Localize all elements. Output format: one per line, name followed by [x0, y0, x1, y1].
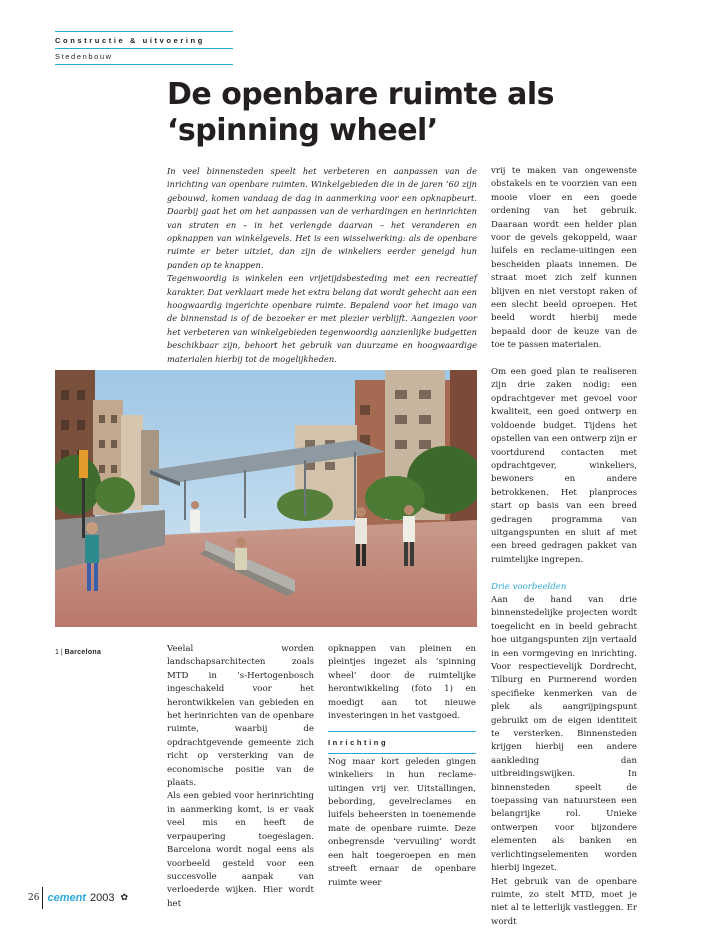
caption-number: 1 |	[55, 649, 63, 656]
caption-place: Barcelona	[64, 649, 102, 656]
col3-paragraph-1: vrij te maken van ongewenste obstakels en te voorzien van een mooie vloer en een goede ordening van het gebruik. Daaraan wordt een helder plan voor de gevels gekoppeld, waar luifels en reclame-uitingen een bescheiden plaats innemen. De straat moet zich zelf kunnen blijven en niet verstopt raken of een slecht beeld oproepen. Het beeld wordt hierbij mede bepaald door de keuze van de toe te passen materialen.	[491, 166, 637, 351]
title-line-1: De openbare ruimte als	[167, 77, 554, 112]
page-footer	[28, 889, 128, 907]
cement-logo-icon: ✿	[120, 893, 129, 903]
col3-paragraph-3: Aan de hand van drie binnenstedelijke projecten wordt toegelicht en in beeld gebracht hoe uitgangspunten zijn vertaald in een vormgeving en inrichting. Voor respectievelijk Dordrecht, Tilburg en Purmerend worden specifieke kenmerken van de plek als aangrijpingspunt gebruikt om de eigen identiteit te versterken. Binnensteden krijgen hierbij een andere aankleding dan uitbreidingswijken. In binnensteden speelt de toepassing van natuursteen een belangrijke rol. Unieke ontwerpen voor bijzondere elementen als banken en verlichtingselementen worden hierbij ingezet.	[491, 594, 637, 874]
inrichting-subhead: Inrichting	[328, 738, 389, 748]
barcelona-photo	[55, 370, 477, 627]
col2-paragraph-2: Nog maar kort geleden gingen winkeliers in hun reclame-uitingen vrij ver. Uitstallingen, bebording, gevelreclames en luifels beheersten in toenemende mate de openbare ruimte. Deze onbegrensde ‘vervuiling’ wordt een halt toegeroepen en men streeft ernaar de openbare ruimte weer	[328, 756, 476, 888]
col1-paragraph-1: Veelal worden landschapsarchitecten zoals MTD in ’s-Hertogenbosch ingeschakeld voor het herontwikkelen van gebieden en het herinrichten van de openbare ruimte, waarbij de opdrachtgevende gemeente zich richt op versterking van de economische positie van de plaats.	[167, 644, 314, 789]
article-title	[167, 77, 687, 149]
drie-voorbeelden-subhead: Drie voorbeelden	[491, 581, 567, 592]
body-column-2	[328, 643, 476, 890]
magazine-name: cement	[47, 892, 86, 904]
intro-paragraph-1: In veel binnensteden speelt het verbeteren en aanpassen van de inrichting van openbare ruimten. Winkelgebieden die in de jaren ’60 zijn gebouwd, komen vandaag de dag in aanmerking voor een opknapbeurt. Daarbij gaat het om het aanpassen van de verhardingen en herinrichten van straten en – in het verlengde daarvan – het veranderen en opknappen van winkelgevels. Het is een wisselwerking: als de openbare ruimte er beter uitziet, dan zijn de winkeliers eerder geneigd hun panden op te knappen.	[167, 166, 477, 270]
col1-paragraph-2: Als een gebied voor herinrichting in aanmerking komt, is er vaak veel mis en heeft de verpaupering toegeslagen. Barcelona wordt nogal eens als voorbeeld gesteld voor een succesvolle aanpak van verloederde wijken. Hier wordt het	[167, 791, 314, 909]
body-column-3	[491, 165, 637, 929]
title-line-2: ‘spinning wheel’	[167, 113, 438, 148]
section-header	[55, 31, 233, 65]
subhead-rule-bottom	[328, 753, 476, 754]
page-number: 26	[28, 893, 40, 903]
subsection-label: Stedenbouw	[55, 52, 113, 61]
footer-divider	[42, 887, 43, 909]
section-rule-bottom	[55, 64, 233, 65]
body-column-1	[167, 643, 314, 911]
intro-paragraph-2: Tegenwoordig is winkelen een vrijetijdsbesteding met een recreatief karakter. Dat verklaart mede het extra belang dat wordt gehecht aan een hoogwaardig ingerichte openbare ruimte. Bepalend voor het imago van de binnenstad is of de bezoeker er met plezier verblijft. Aangezien voor het verbeteren van winkelgebieden tegenwoordig aanzienlijke budgetten beschikbaar zijn, behoort het gebruik van duurzame en hoogwaardige materialen hierbij tot de mogelijkheden.	[167, 273, 477, 364]
section-label: Constructie & uitvoering	[55, 36, 205, 45]
col2-paragraph-1: opknappen van pleinen en pleintjes ingezet als ‘spinning wheel’ door de ruimtelijke herontwikkeling (foto 1) en moedigt aan tot nieuwe investeringen in het vastgoed.	[328, 644, 476, 722]
article-intro	[167, 165, 477, 366]
col3-paragraph-2: Om een goed plan te realiseren zijn drie zaken nodig: een opdrachtgever met gevoel voor kwaliteit, een goed ontwerp en voldoende budget. Tijdens het opstellen van een ontwerp zijn er voortdurend contacten met opdrachtgever, winkeliers, bewoners en andere betrokkenen. Het planproces start op basis van een breed gedragen programma van uitgangspunten en sluit af met een breed gedragen pakket van ruimtelijke ingrepen.	[491, 367, 637, 565]
photo-caption	[55, 649, 101, 656]
col3-paragraph-4: Het gebruik van de openbare ruimte, zo stelt MTD, moet je niet al te letterlijk vastleggen. Er wordt	[491, 876, 637, 927]
magazine-year: 2003	[89, 892, 115, 904]
inrichting-subhead-block	[328, 731, 476, 753]
